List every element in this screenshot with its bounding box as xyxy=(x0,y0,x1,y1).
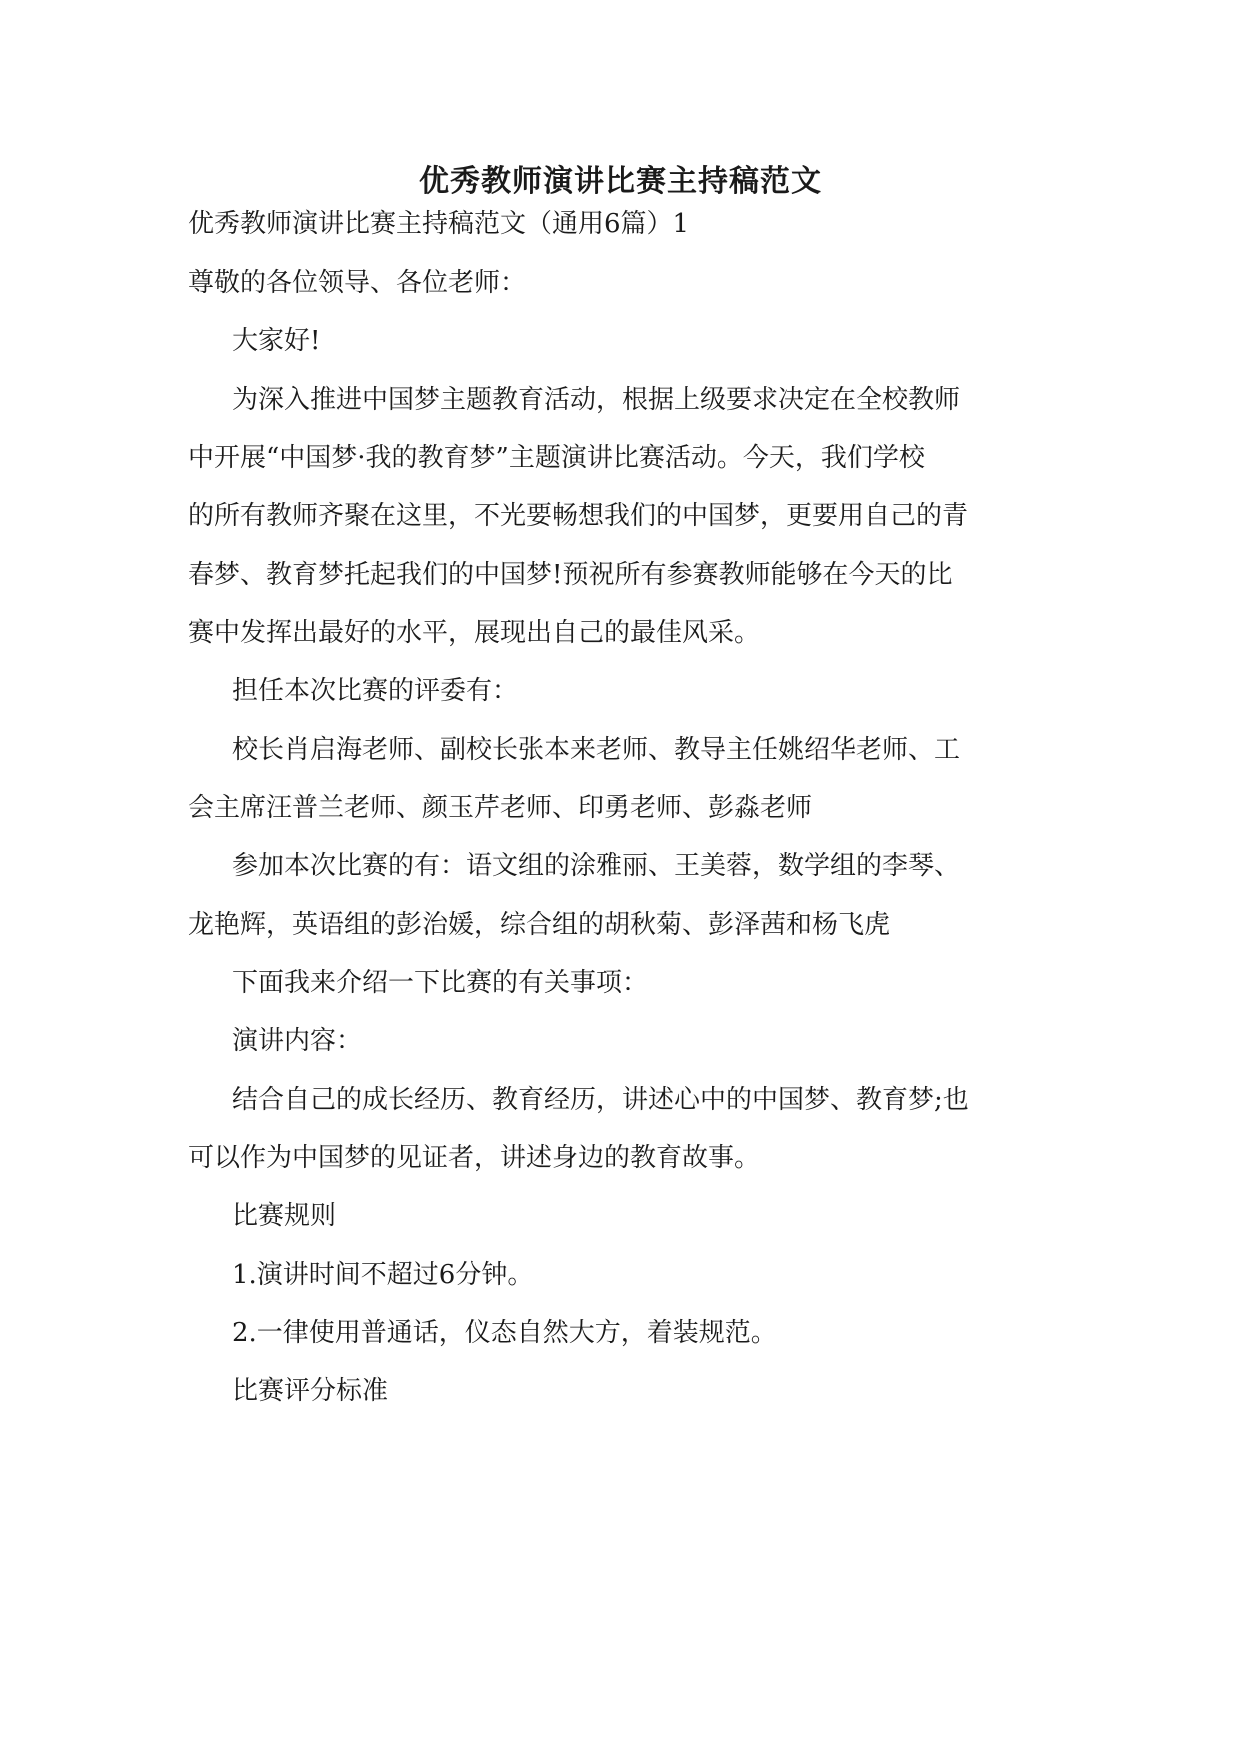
paragraph-line: 校长肖启海老师、副校长张本来老师、教导主任姚绍华老师、工 xyxy=(232,735,961,765)
paragraph-line: 结合自己的成长经历、教育经历，讲述心中的中国梦、教育梦;也 xyxy=(232,1085,969,1115)
section-heading: 优秀教师演讲比赛主持稿范文（通用6篇）1 xyxy=(188,209,690,239)
paragraph-line: 担任本次比赛的评委有： xyxy=(232,676,519,706)
list-item: 1.演讲时间不超过6分钟。 xyxy=(232,1260,534,1290)
paragraph-line: 龙艳辉，英语组的彭治媛，综合组的胡秋菊、彭泽茜和杨飞虎 xyxy=(188,910,891,940)
section-heading: 比赛评分标准 xyxy=(232,1376,389,1406)
paragraph-line: 为深入推进中国梦主题教育活动，根据上级要求决定在全校教师 xyxy=(232,385,961,415)
salutation: 尊敬的各位领导、各位老师： xyxy=(188,268,527,298)
paragraph-line: 会主席汪普兰老师、颜玉芹老师、印勇老师、彭淼老师 xyxy=(188,793,813,823)
paragraph-line: 下面我来介绍一下比赛的有关事项： xyxy=(232,968,649,998)
document-title: 优秀教师演讲比赛主持稿范文 xyxy=(419,164,822,199)
paragraph-line: 演讲内容： xyxy=(232,1026,363,1056)
section-heading: 比赛规则 xyxy=(232,1201,337,1231)
list-item: 2.一律使用普通话，仪态自然大方，着装规范。 xyxy=(232,1318,777,1348)
paragraph-line: 可以作为中国梦的见证者，讲述身边的教育故事。 xyxy=(188,1143,761,1173)
paragraph-line: 参加本次比赛的有：语文组的涂雅丽、王美蓉，数学组的李琴、 xyxy=(232,851,961,881)
paragraph-line: 中开展“中国梦·我的教育梦”主题演讲比赛活动。今天，我们学校 xyxy=(188,443,925,473)
paragraph-line: 的所有教师齐聚在这里，不光要畅想我们的中国梦，更要用自己的青 xyxy=(188,501,969,531)
paragraph-line: 春梦、教育梦托起我们的中国梦!预祝所有参赛教师能够在今天的比 xyxy=(188,560,953,590)
paragraph-line: 赛中发挥出最好的水平，展现出自己的最佳风采。 xyxy=(188,618,761,648)
greeting: 大家好! xyxy=(232,326,321,356)
